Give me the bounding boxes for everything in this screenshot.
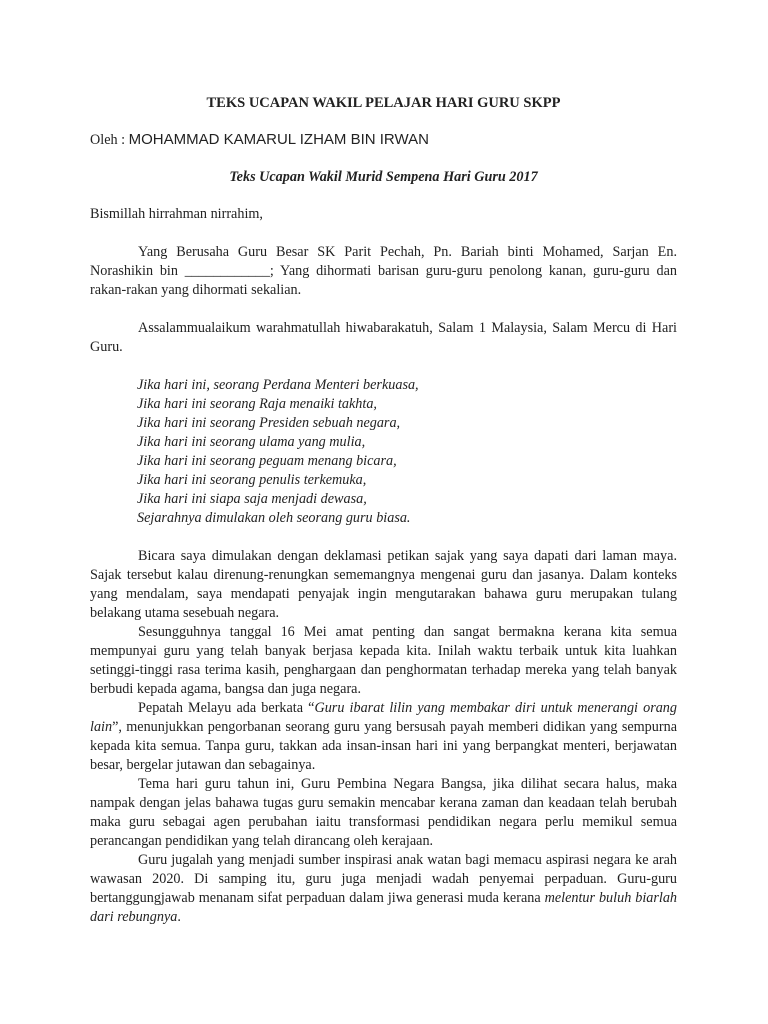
poem-line: Sejarahnya dimulakan oleh seorang guru biasa. — [137, 510, 411, 526]
proverb-quote: Guru ibarat lilin yang membakar diri untuk menerangi orang lain — [90, 700, 677, 735]
body-paragraph-2: Sesungguhnya tanggal 16 Mei amat penting dan sangat bermakna kerana kita semua mempunyai guru yang telah banyak berjasa kepada kita. Inilah waktu terbaik untuk kita luahkan setinggi-tinggi rasa terima kasih, penghargaan dan penghormatan terhadap mereka yang telah banyak berbudi kepada agama, bangsa dan juga negara. — [90, 624, 677, 697]
body-paragraph-3 — [90, 699, 677, 775]
poem-line: Jika hari ini seorang Raja menaiki takhta, — [137, 396, 377, 412]
paragraph-5-end: . — [177, 909, 181, 925]
poem-line: Jika hari ini seorang Presiden sebuah negara, — [137, 415, 401, 431]
paragraph-5-text: Guru jugalah yang menjadi sumber inspirasi anak watan bagi memacu aspirasi negara ke arah wawasan 2020. Di samping itu, guru juga menjadi wadah penyemai perpaduan. Guru-guru bertanggungjawab menanam sifat perpaduan dalam jiwa generasi muda kerana — [90, 852, 677, 906]
paragraph-3-intro: Pepatah Melayu ada berkata “ — [138, 700, 315, 716]
body-paragraph-1: Bicara saya dimulakan dengan deklamasi petikan sajak yang saya dapati dari laman maya. Sajak tersebut kalau direnung-renungkan sememangnya mengenai guru dan jasanya. Dalam konteks yang mendalam, saya mendapati penyajak ingin mengutarakan bahawa guru merupakan tulang belakang utama sesebuah negara. — [90, 548, 677, 621]
salutation-paragraph: Yang Berusaha Guru Besar SK Parit Pechah, Pn. Bariah binti Mohamed, Sarjan En. Norashikin bin ____________; Yang dihormati barisan guru-guru penolong kanan, guru-guru dan rakan-rakan yang dihormati sekalian. — [90, 244, 677, 298]
byline — [90, 130, 677, 150]
byline-label: Oleh : — [90, 132, 129, 148]
proverb-italic: melentur buluh biarlah dari rebungnya — [90, 890, 678, 925]
body-paragraph-4: Tema hari guru tahun ini, Guru Pembina Negara Bangsa, jika dilihat secara halus, maka nampak dengan jelas bahawa tugas guru semakin mencabar kerana zaman dan keadaan telah berubah maka guru sebagai agen perubahan iaitu transformasi pendidikan negara perlu memikul semua perancangan pendidikan yang telah dirancang oleh kerajaan. — [90, 776, 677, 849]
author-name: MOHAMMAD KAMARUL IZHAM BIN IRWAN — [128, 131, 429, 148]
poem-line: Jika hari ini seorang penulis terkemuka, — [137, 472, 367, 488]
document-title: TEKS UCAPAN WAKIL PELAJAR HARI GURU SKPP — [206, 95, 561, 111]
paragraph-3-rest: ”, menunjukkan pengorbanan seorang guru yang bersusah payah memberi didikan yang sempurna kepada kita semua. Tanpa guru, takkan ada insan-insan hari ini yang berpangkat menteri, berjawatan besar, bergelar jutawan dan sebagainya. — [90, 719, 677, 773]
poem-line: Jika hari ini seorang ulama yang mulia, — [137, 434, 366, 450]
poem-block — [137, 376, 677, 528]
opening-line: Bismillah hirrahman nirrahim, — [90, 206, 263, 222]
poem-line: Jika hari ini siapa saja menjadi dewasa, — [137, 491, 367, 507]
body-paragraph-5 — [90, 851, 677, 927]
document-subtitle: Teks Ucapan Wakil Murid Sempena Hari Guru 2017 — [229, 169, 538, 185]
poem-line: Jika hari ini, seorang Perdana Menteri berkuasa, — [137, 377, 419, 393]
poem-line: Jika hari ini seorang peguam menang bicara, — [137, 453, 397, 469]
greeting-paragraph: Assalammualaikum warahmatullah hiwabarakatuh, Salam 1 Malaysia, Salam Mercu di Hari Guru. — [90, 320, 677, 355]
document-body — [90, 94, 677, 927]
